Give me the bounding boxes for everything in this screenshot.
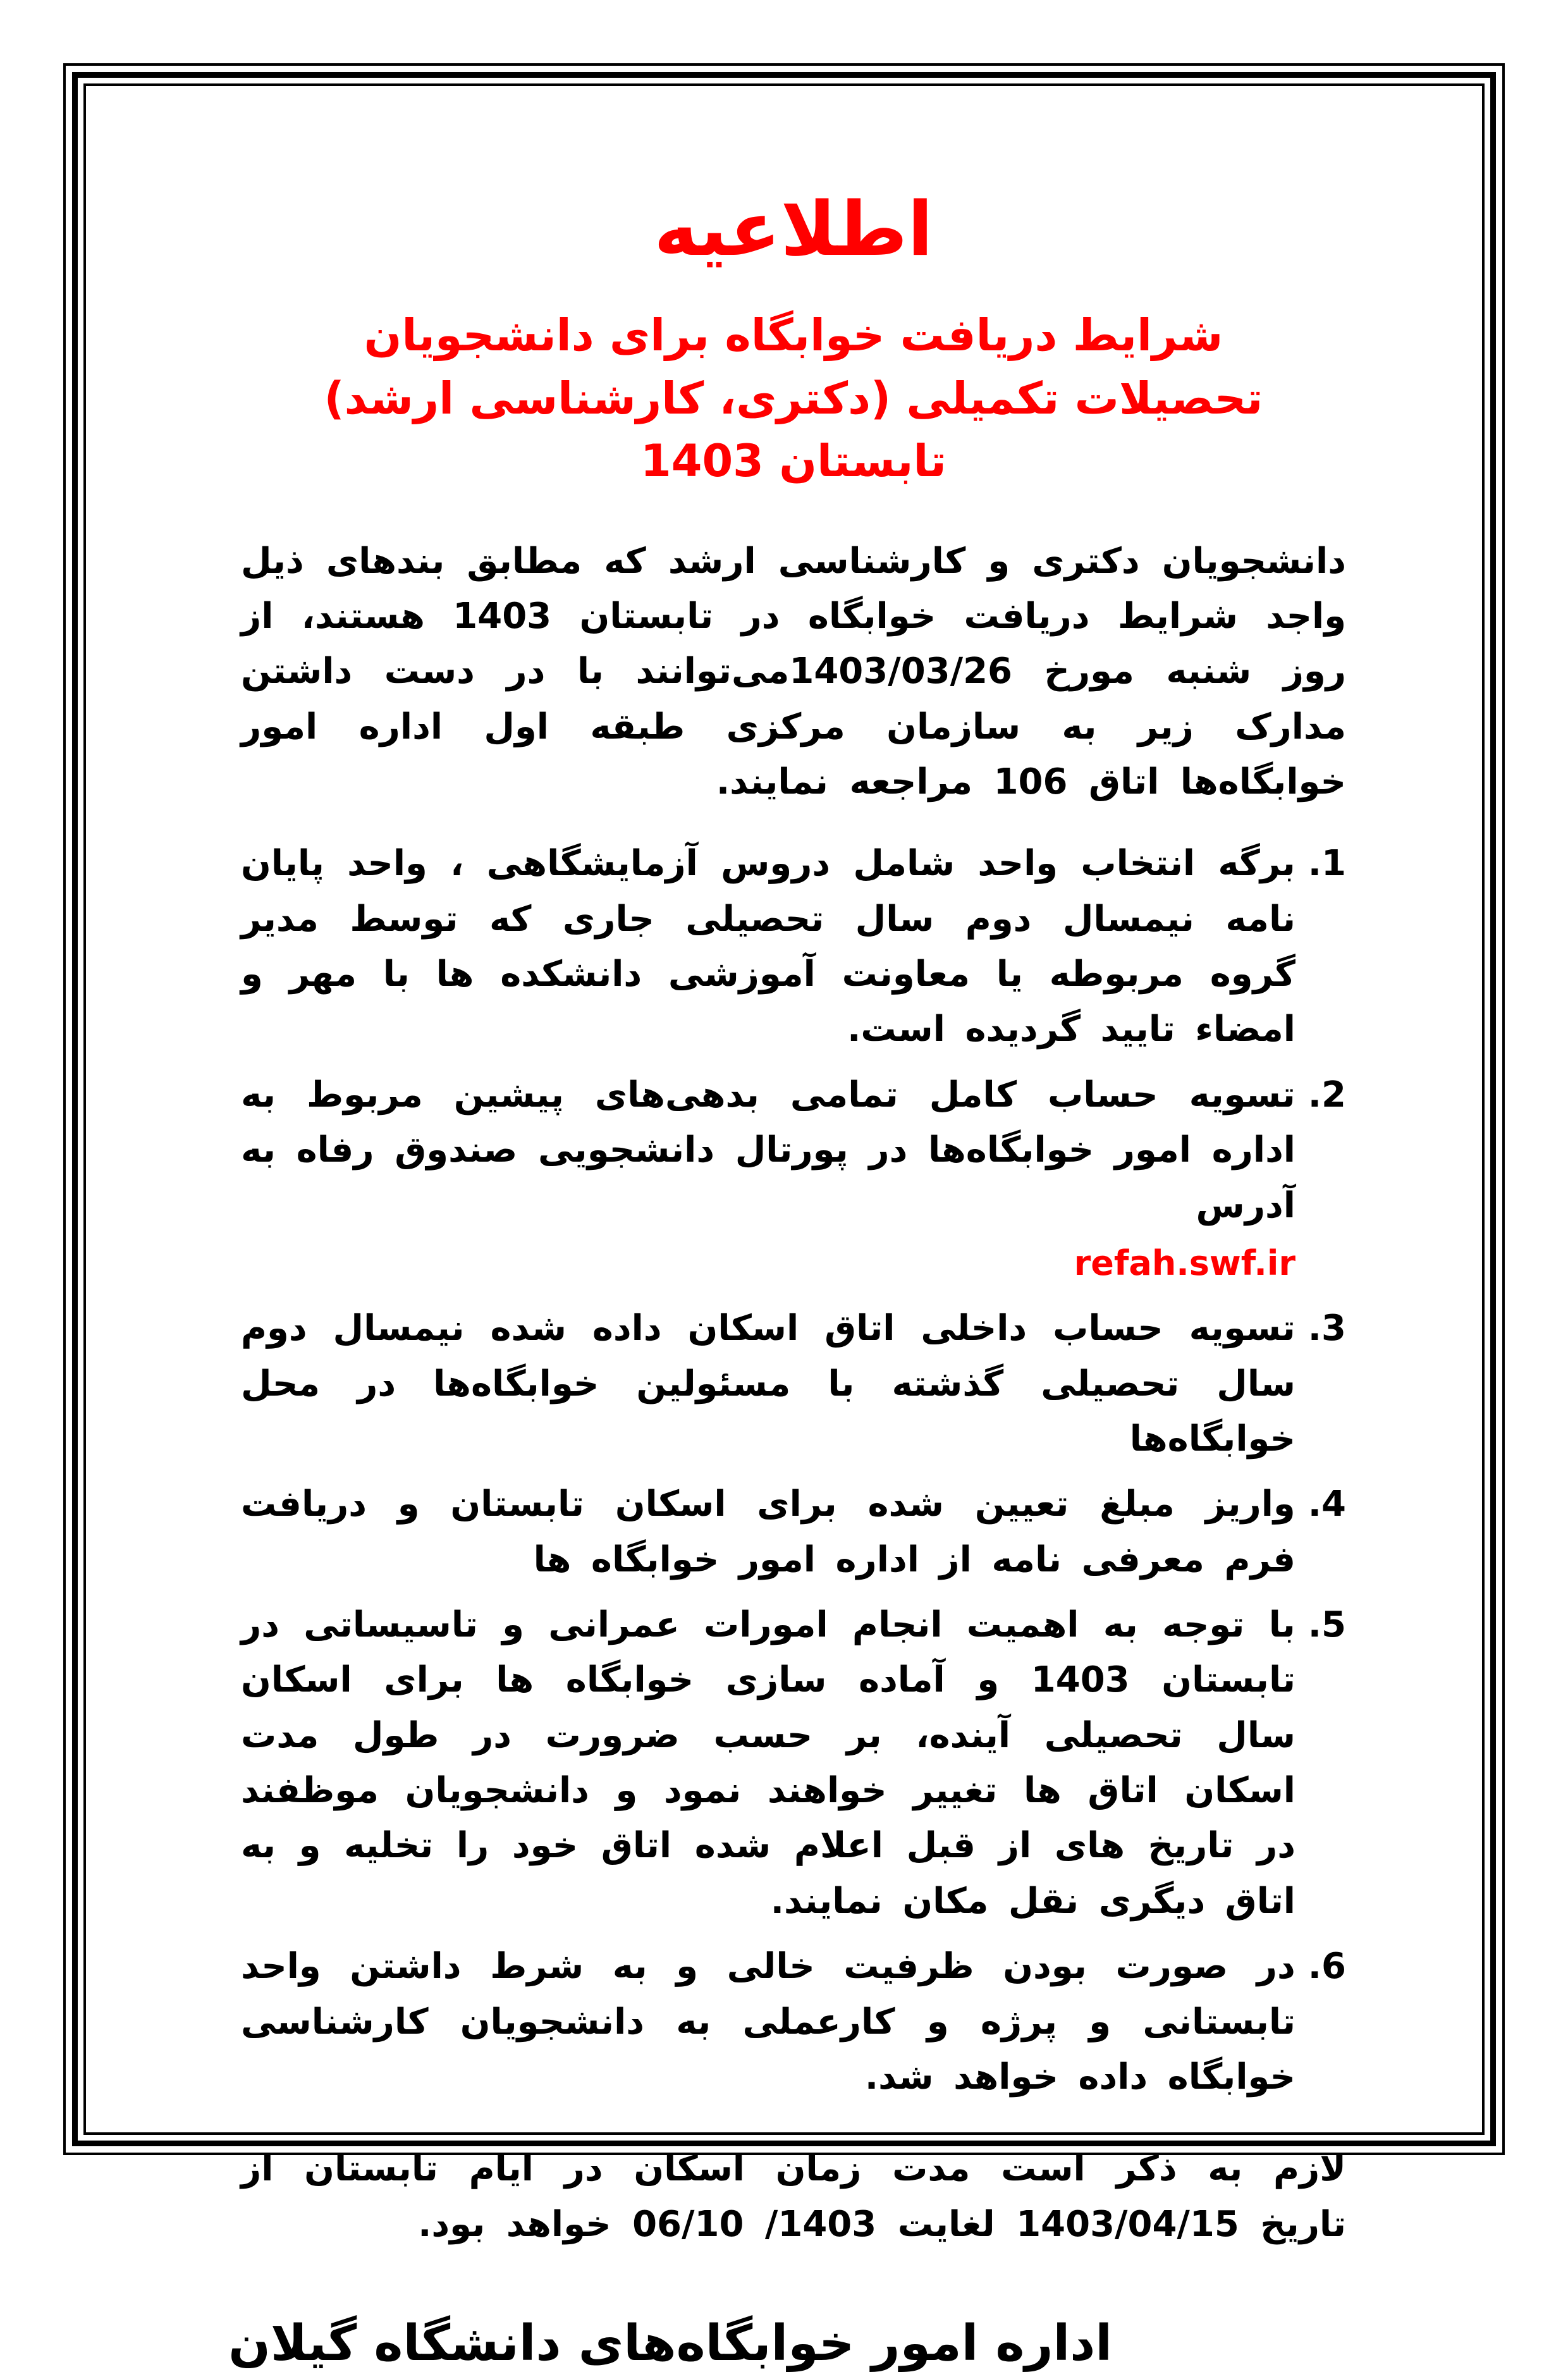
requirements-list [241, 836, 1346, 2105]
list-item-6 [241, 1939, 1346, 2105]
list-item-4-text: واریز مبلغ تعیین شده برای اسکان تابستان و دریافت فرم معرفی نامه از اداره امور خوابگاه ها [241, 1484, 1295, 1580]
subtitle-line-2: تحصیلات تکمیلی (دکتری، کارشناسی ارشد) [324, 372, 1263, 424]
page-border-middle [72, 72, 1496, 2372]
list-item-2-text: تسویه حساب کامل تمامی بدهی‌های پیشین مربوط به اداره امور خوابگاه‌ها در پورتال دانشجویی صندوق رفاه به آدرس [241, 1074, 1295, 1226]
list-item-1-text: برگه انتخاب واحد شامل دروس آزمایشگاهی ، واحد پایان نامه نیمسال دوم سال تحصیلی جاری که توسط مدیر گروه مربوطه یا معاونت آموزشی دانشکده ها با مهر و امضاء تایید گردیده است. [241, 843, 1295, 1050]
list-item-4 [241, 1477, 1346, 1587]
list-item-4-number: 4. [1308, 1484, 1346, 1525]
list-item-6-number: 6. [1308, 1946, 1346, 1988]
document-content [86, 86, 1482, 2372]
footer-signature: اداره امور خوابگاه‌های دانشگاه گیلان [228, 2314, 1112, 2372]
list-item-3-text: تسویه حساب داخلی اتاق اسکان داده شده نیمسال دوم سال تحصیلی گذشته با مسئولین خوابگاه‌ها در محل خوابگاه‌ها [241, 1308, 1295, 1459]
subtitle-line-3: تابستان 1403 [640, 435, 946, 488]
list-item-5-text: با توجه به اهمیت انجام امورات عمرانی و تاسیساتی در تابستان 1403 و آماده سازی خوابگاه ها برای اسکان سال تحصیلی آینده، بر حسب ضرورت در طول مدت اسکان اتاق ها تغییر خواهند نمود و دانشجویان موظفند در تاریخ های از قبل اعلام شده اتاق خود را تخلیه و به اتاق دیگری نقل مکان نمایند. [241, 1604, 1295, 1922]
list-item-3 [241, 1301, 1346, 1466]
list-item-3-number: 3. [1308, 1308, 1346, 1349]
list-item-2-number: 2. [1308, 1074, 1346, 1115]
list-item-1-number: 1. [1308, 843, 1346, 885]
list-item-2 [241, 1067, 1346, 1291]
list-item-6-text: در صورت بودن ظرفیت خالی و به شرط داشتن واحد تابستانی و پرژه و کارعملی به دانشجویان کارشناسی خوابگاه داده خواهد شد. [241, 1946, 1295, 2098]
list-item-5-number: 5. [1308, 1604, 1346, 1646]
note-paragraph: لازم به ذکر است مدت زمان اسکان در ایام تابستان از تاریخ 1403/04/15 لغایت 1403/ 06/10 خواهد بود. [241, 2148, 1346, 2245]
page-border-inner [83, 83, 1485, 2372]
page-border-outer [63, 63, 1505, 2372]
list-item-1 [241, 836, 1346, 1057]
list-item-5 [241, 1597, 1346, 1929]
subtitle [241, 304, 1346, 493]
intro-paragraph: دانشجویان دکتری و کارشناسی ارشد که مطابق بندهای ذیل واجد شرایط دریافت خوابگاه در تابستان 1403 هستند، از روز شنبه مورخ 1403/03/26می‌توانند با در دست داشتن مدارک زیر به سازمان مرکزی طبقه اول اداره امور خوابگاه‌ها اتاق 106 مراجعه نمایند. [241, 540, 1346, 802]
subtitle-line-1: شرایط دریافت خوابگاه برای دانشجویان [364, 309, 1223, 362]
portal-link-line [241, 1236, 1295, 1291]
refah-portal-link[interactable]: refah.swf.ir [1074, 1243, 1295, 1283]
page-title: اطلاعیه [654, 185, 933, 273]
